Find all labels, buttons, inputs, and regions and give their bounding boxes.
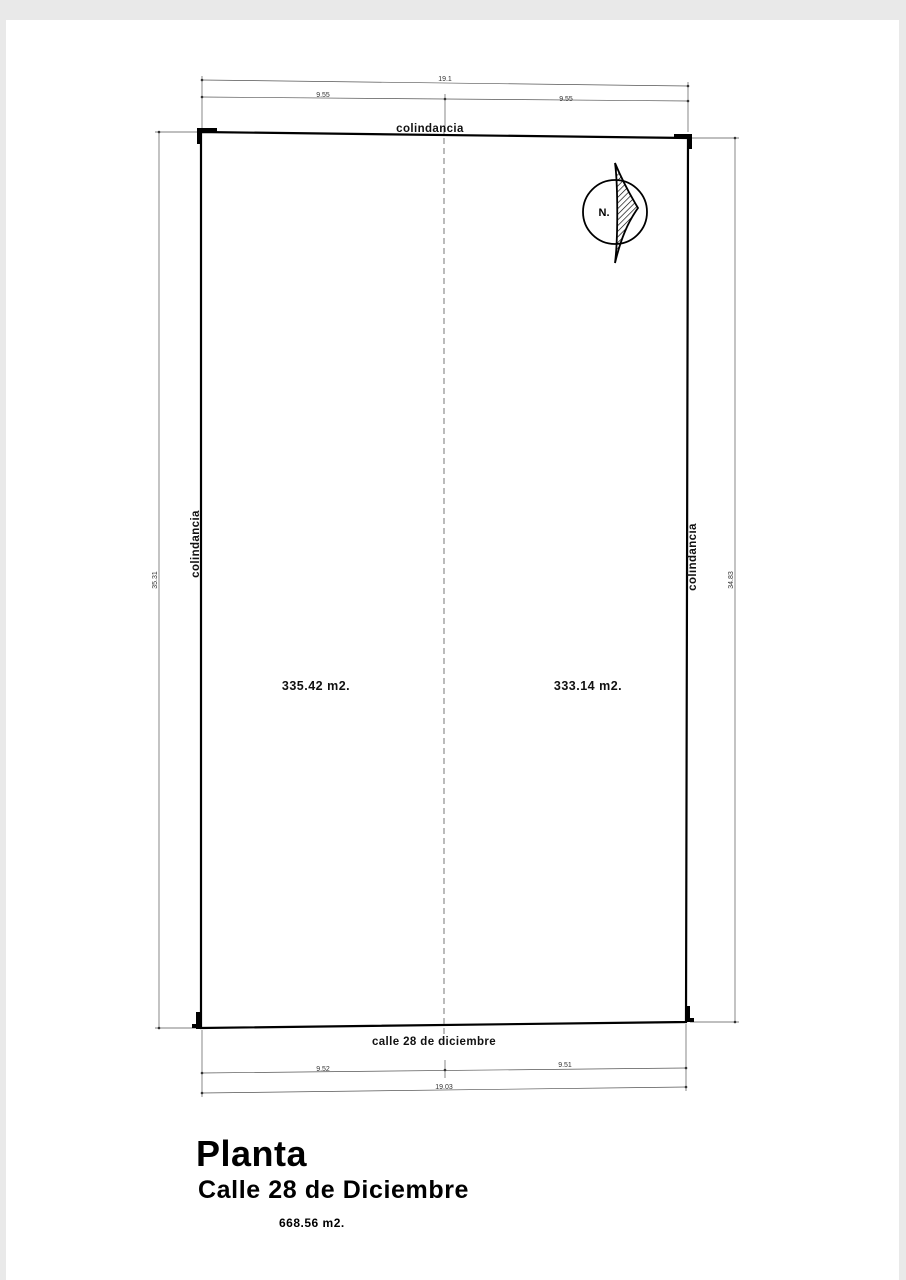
plan-title: Planta xyxy=(196,1133,308,1174)
dim-bottom-left: 9.52 xyxy=(316,1066,330,1073)
lot-area-left: 335.42 m2. xyxy=(281,679,351,693)
dim-top-total: 19.1 xyxy=(438,76,452,83)
dim-top-right: 9.55 xyxy=(559,96,573,103)
label-left-boundary: colindancia xyxy=(190,510,202,578)
left-dimension-line xyxy=(155,132,200,1028)
dim-bottom-right: 9.51 xyxy=(558,1062,572,1069)
dim-bottom-total: 19.03 xyxy=(435,1084,453,1091)
label-top-boundary: colindancia xyxy=(396,123,464,135)
plan-subtitle: Calle 28 de Diciembre xyxy=(198,1176,470,1204)
north-label: N. xyxy=(598,207,610,219)
corner-markers xyxy=(192,128,694,1029)
label-street: calle 28 de diciembre xyxy=(371,1036,497,1048)
lot-area-right: 333.14 m2. xyxy=(553,679,623,693)
dim-right-side: 34.83 xyxy=(728,571,735,589)
label-right-boundary: colindancia xyxy=(687,523,699,591)
plan-total-area: 668.56 m2. xyxy=(279,1216,345,1230)
dim-left-side: 35.31 xyxy=(152,571,159,589)
north-arrow-icon xyxy=(583,163,647,263)
dim-top-left: 9.55 xyxy=(316,92,330,99)
